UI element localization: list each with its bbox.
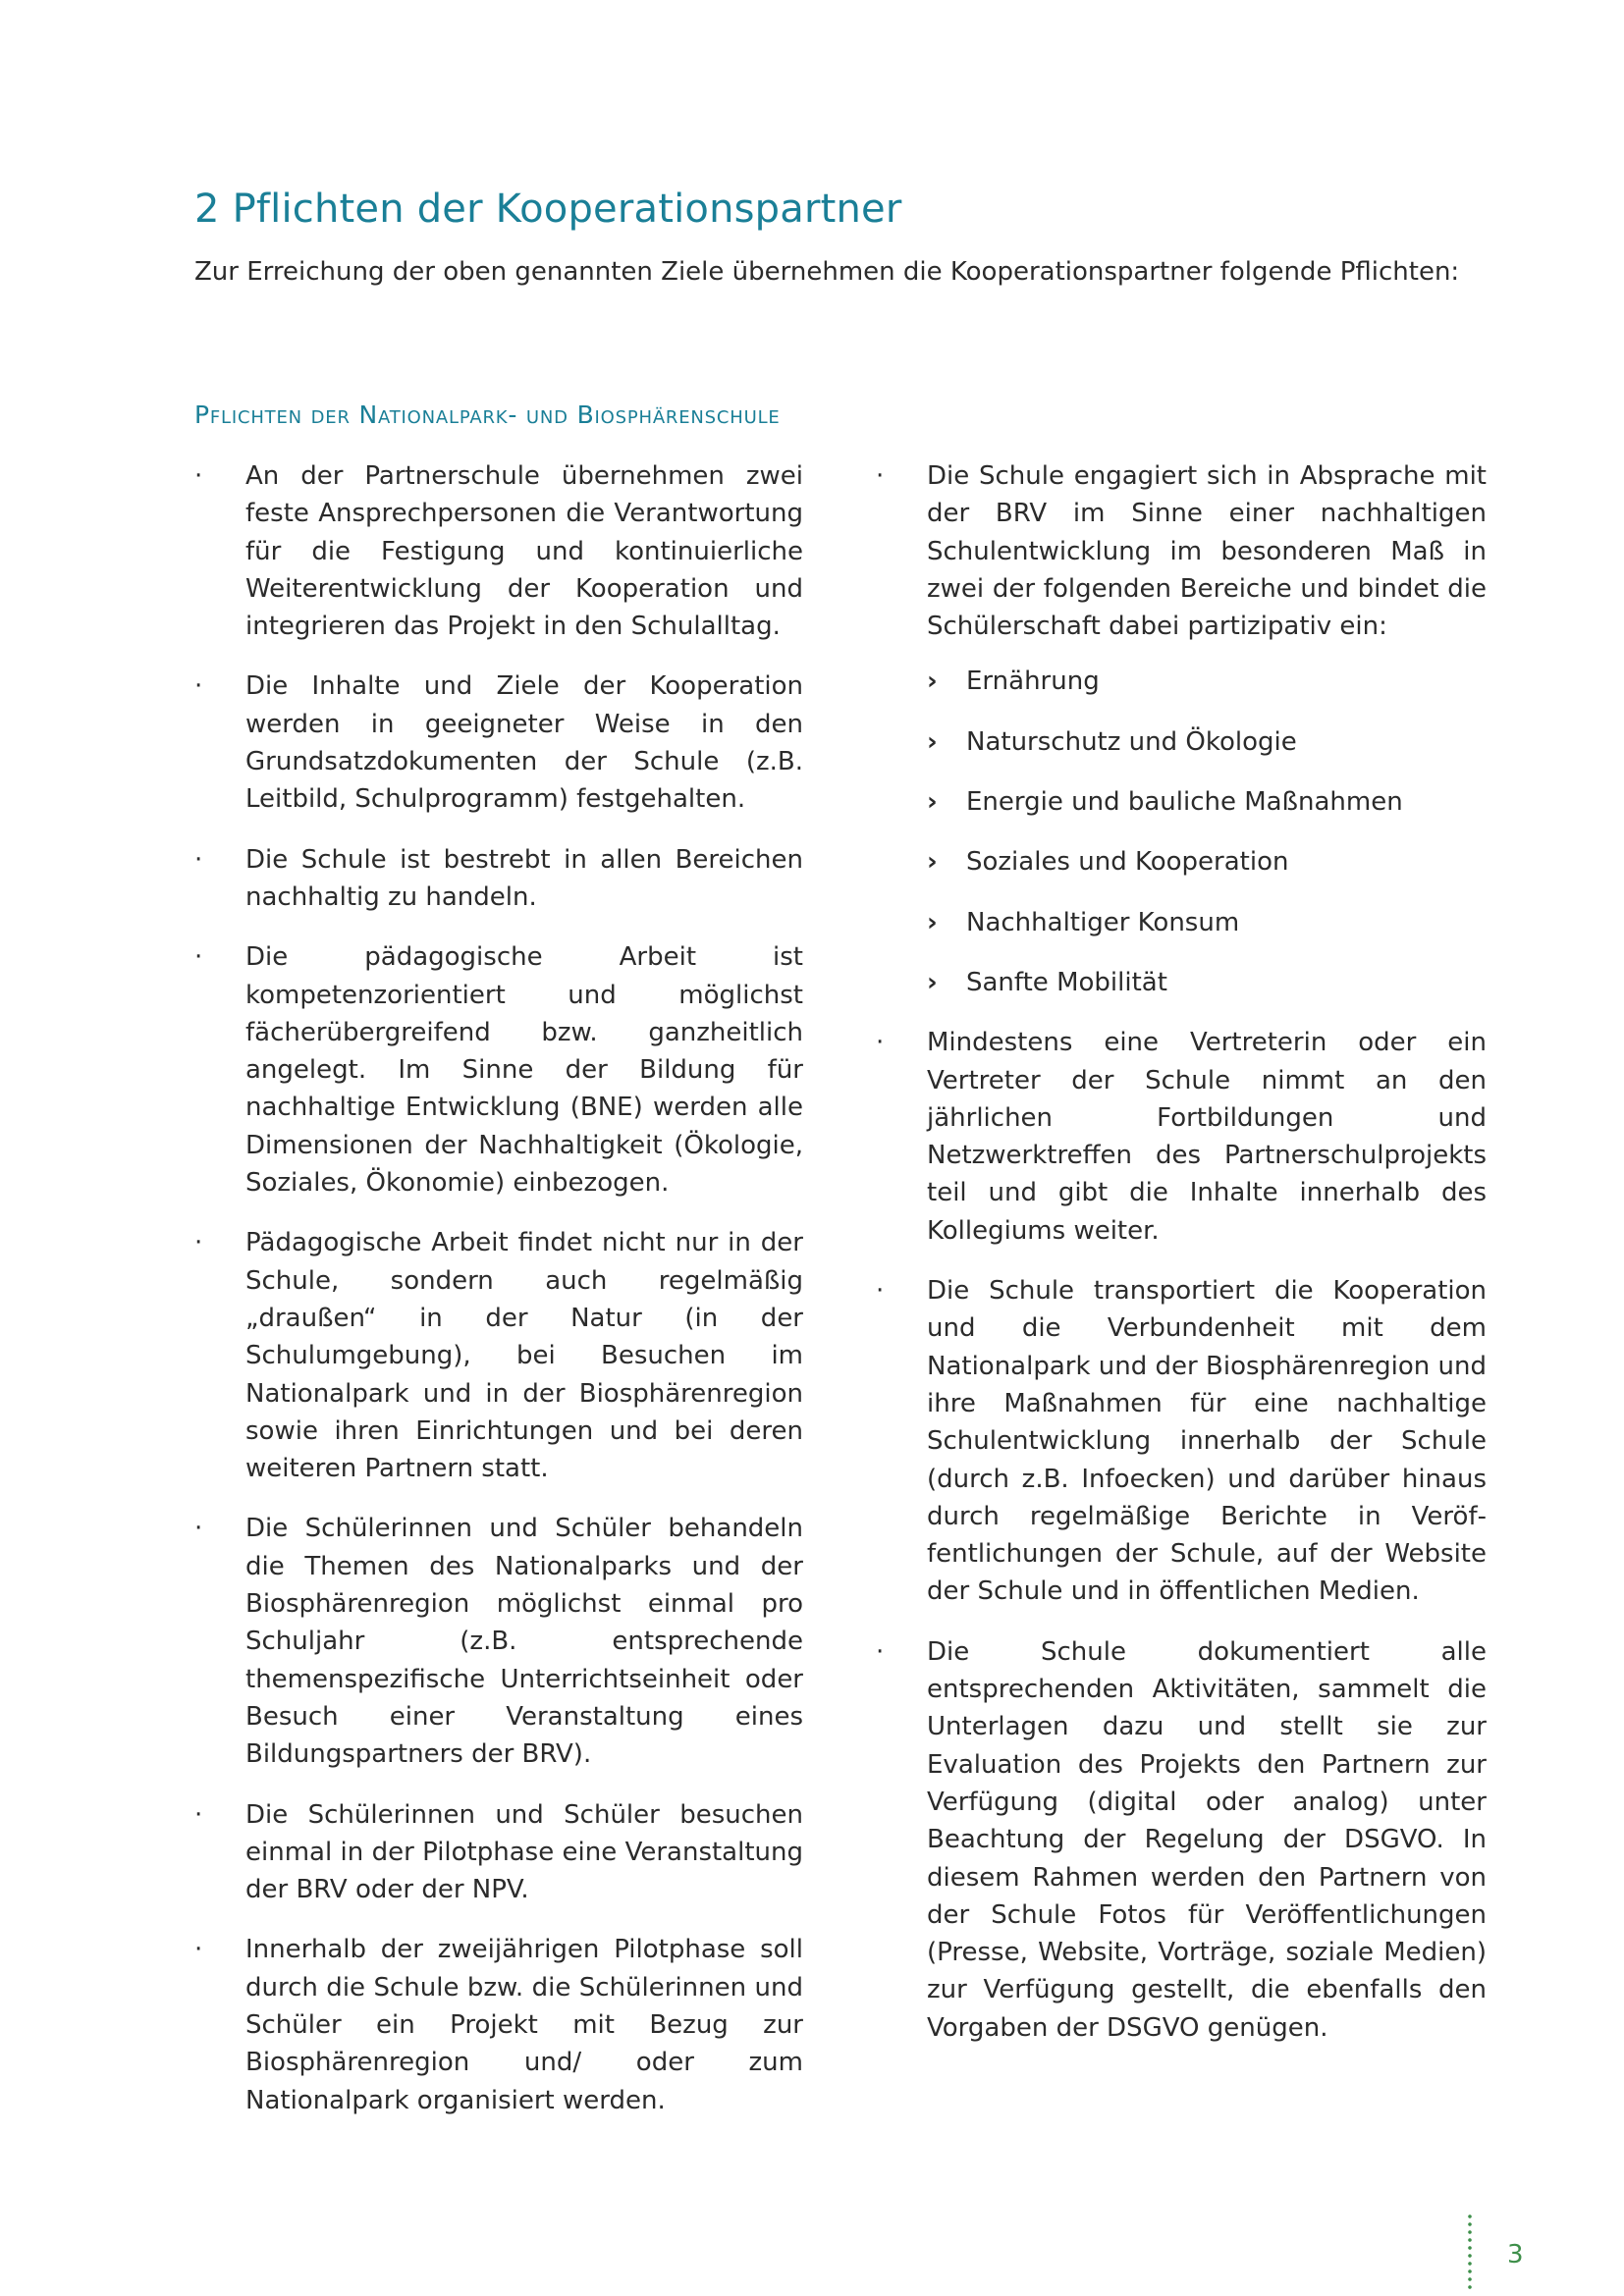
list-item-text: Die Schülerinnen und Schüler besuchen einmal in der Pilotphase eine Veranstaltung der BRV oder der NPV. [245,1799,803,1905]
bullet-icon: · [194,1935,203,1965]
bullet-icon: · [876,1636,885,1667]
list-item-text: Die Schule ist bestrebt in allen Bereichen nachhaltig zu handeln. [245,844,803,912]
sub-list-item-text: Soziales und Kooperation [966,847,1289,878]
right-column [876,457,1487,2069]
chevron-right-icon: › [927,667,938,697]
sub-list-item [927,723,1487,761]
chevron-right-icon: › [927,847,938,878]
chevron-right-icon: › [927,726,938,757]
bullet-icon: · [194,1514,203,1544]
list-item [194,1931,803,2118]
list-item [194,457,803,645]
chevron-right-icon: › [927,787,938,818]
list-item [876,1024,1487,1250]
bullet-icon: · [194,844,203,875]
list-item-text: Die Schülerinnen und Schüler behandeln die Themen des Nationalparks und der Biosphärenregion möglichst einmal pro Schuljahr (z.B. entsprechende themenspezifische Unterrichtseinheit oder Besuch einer Veranstaltung eines Bildungspartners der BRV). [245,1514,803,1770]
bullet-icon: · [194,1228,203,1258]
sub-list-item-text: Ernährung [966,667,1100,697]
bullet-icon: · [194,461,203,491]
list-item-text: Mindestens eine Vertreterin oder ein Vertreter der Schule nimmt an den jährlichen Fortbildungen und Netzwerktreffen des Partnerschulprojekts teil und gibt die Inhalte innerhalb des Kollegiums weiter. [927,1028,1487,1246]
list-item [194,841,803,917]
bullet-icon: · [876,461,885,491]
bullet-icon: · [876,1276,885,1307]
list-item-text: Die Schule transportiert die Kooperation und die Verbundenheit mit dem Nationalpark und der Biosphärenregion und ihre Maßnahmen für eine nachhaltige Schulentwicklung innerhalb der Schule (durch z.B. Infoecken) und darüber hinaus durch regelmäßige Berichte in Veröffentlichungen der Schule, auf der Website der Schule und in öffentlichen Medien. [927,1276,1487,1607]
sub-list-item-text: Nachhaltiger Konsum [966,907,1240,937]
sub-list-item-text: Energie und bauliche Maßnahmen [966,787,1403,818]
list-item-text: Die pädagogische Arbeit ist kompetenzorientiert und möglichst fächerübergreifend bzw. ganzheitlich angelegt. Im Sinne der Bildung für nachhaltige Entwicklung (BNE) werden alle Dimensionen der Nachhaltigkeit (Ökologie, Soziales, Ökonomie) einbezogen. [245,942,803,1199]
list-item [194,1796,803,1909]
focus-areas-list [927,663,1487,1001]
sub-list-item [927,843,1487,881]
sub-list-item [927,904,1487,941]
list-item [194,1510,803,1773]
section-heading: Pflichten der Nationalpark- und Biosphärenschule [194,400,781,429]
list-item [876,1633,1487,2047]
list-item-text: Pädagogische Arbeit findet nicht nur in der Schule, sondern auch regelmäßig „draußen“ in der Natur (in der Schulumgebung), bei Besuchen im Nationalpark und in der Biosphärenregion sowie ihren Einrichtungen und bei deren weiteren Partnern statt. [245,1228,803,1484]
left-column [194,457,803,2142]
page-title: 2 Pflichten der Kooperationspartner [194,187,902,232]
sub-list-item-text: Naturschutz und Ökologie [966,726,1297,757]
bullet-icon: · [194,671,203,702]
list-item-text: Die Schule dokumentiert alle entsprechenden Aktivitäten, sammelt die Unterlagen dazu und stellt sie zur Evaluation des Projekts den Partnern zur Verfügung (digital oder analog) unter Beachtung der Regelung der DSGVO. In diesem Rahmen werden den Partnern von der Schule Fotos für Veröffentlichungen (Presse, Website, Vorträge, soziale Medien) zur Verfügung gestellt, die ebenfalls den Vorgaben der DSGVO genügen. [927,1636,1487,2043]
intro-text: Zur Erreichung der oben genannten Ziele übernehmen die Kooperationspartner folgende Pflichten: [194,257,1460,287]
bullet-icon: · [194,1799,203,1830]
list-item [876,1272,1487,1611]
list-item [876,457,1487,1001]
list-item-text: An der Partnerschule übernehmen zwei feste Ansprechpersonen die Verantwortung für die Festigung und kontinuierliche Weiterentwicklung der Kooperation und integrieren das Projekt in den Schulalltag. [245,461,803,642]
list-item-text: Die Inhalte und Ziele der Kooperation werden in geeigneter Weise in den Grundsatzdokumenten der Schule (z.B. Leitbild, Schulprogramm) festgehalten. [245,671,803,815]
page-number: 3 [1507,2240,1524,2269]
list-item [194,938,803,1201]
sub-list-item [927,663,1487,700]
bullet-icon: · [194,942,203,973]
list-item [194,1224,803,1487]
bullet-icon: · [876,1028,885,1058]
sub-list-item [927,964,1487,1001]
chevron-right-icon: › [927,907,938,937]
sub-list-item-text: Sanfte Mobilität [966,967,1167,997]
list-item [194,667,803,818]
list-item-text: Innerhalb der zweijährigen Pilotphase soll durch die Schule bzw. die Schülerinnen und Schüler ein Projekt mit Bezug zur Biosphärenregion und/ oder zum Nationalpark organisiert werden. [245,1935,803,2115]
list-item-text: Die Schule engagiert sich in Absprache mit der BRV im Sinne einer nachhaltigen Schulentwicklung im besonderen Maß in zwei der folgenden Bereiche und bindet die Schülerschaft dabei partizipativ ein: [927,461,1487,642]
chevron-right-icon: › [927,967,938,997]
footer-dots-divider [1468,2213,1472,2291]
sub-list-item [927,783,1487,821]
